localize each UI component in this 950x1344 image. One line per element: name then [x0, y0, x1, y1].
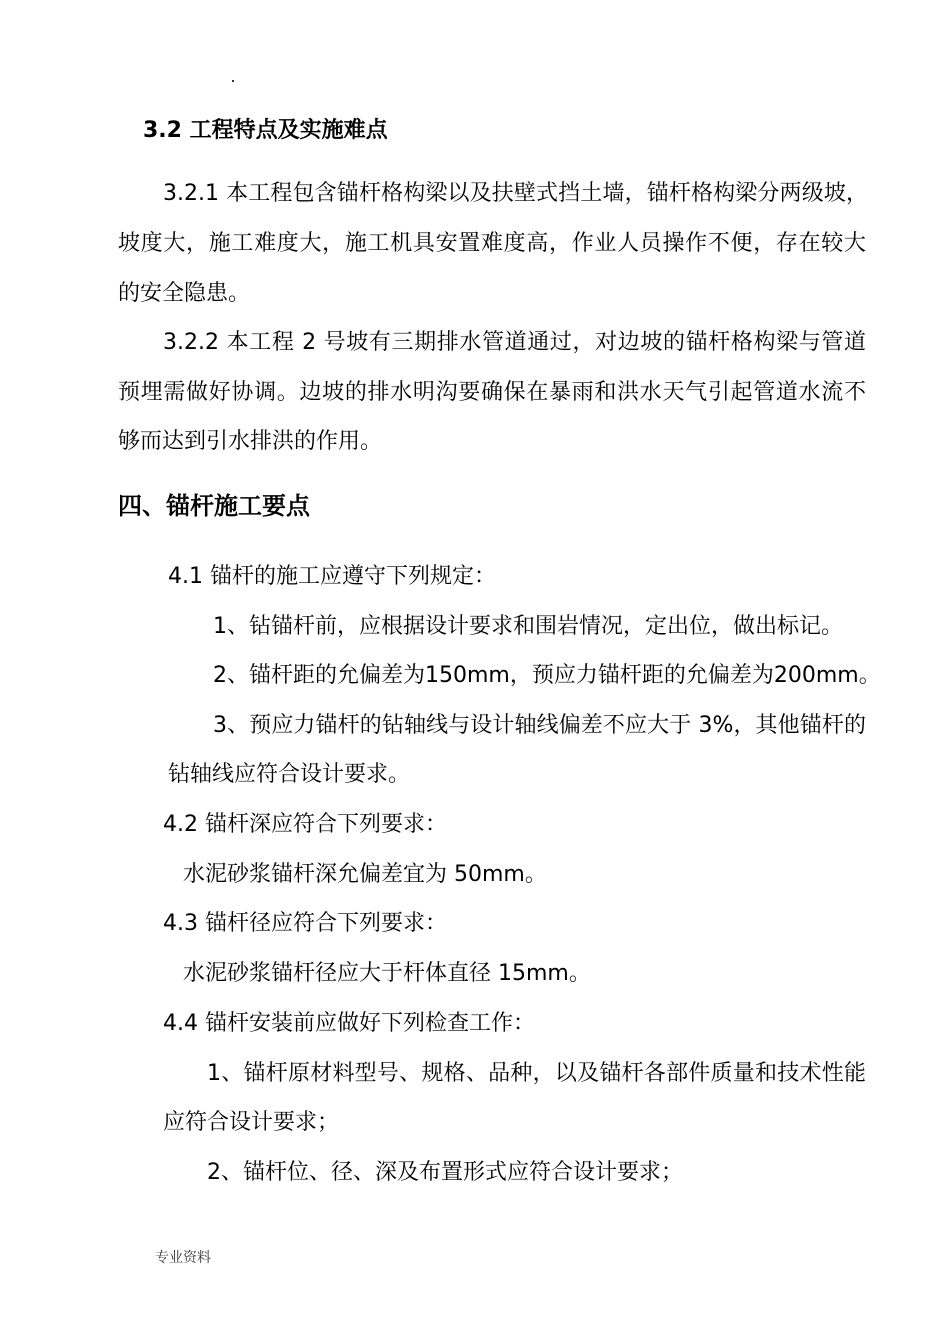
subsection-4-3: 4.3 锚杆径应符合下列要求： [163, 911, 447, 936]
paragraph-3-2-1-line-2: 坡度大，施工难度大，施工机具安置难度高，作业人员操作不便，存在较大 [118, 231, 866, 256]
subsection-4-2: 4.2 锚杆深应符合下列要求： [163, 812, 447, 837]
list-item-4-4-1-line-2: 应符合设计要求； [163, 1110, 340, 1135]
paragraph-3-2-2-line-1: 3.2.2 本工程 2 号坡有三期排水管道通过，对边坡的锚杆格构梁与管道 [163, 330, 866, 355]
section-heading-4: 四、锚杆施工要点 [118, 492, 310, 520]
paragraph-3-2-1-line-1: 3.2.1 本工程包含锚杆格构梁以及扶壁式挡土墙，锚杆格构梁分两级坡， [163, 181, 868, 206]
paragraph-3-2-1-line-3: 的安全隐患。 [118, 281, 251, 306]
footer-label: 专业资料 [155, 1250, 211, 1266]
text-4-2: 水泥砂浆锚杆深允偏差宜为 50mm。 [183, 862, 547, 887]
subsection-4-1: 4.1 锚杆的施工应遵守下列规定： [168, 564, 496, 589]
paragraph-3-2-2-line-2: 预埋需做好协调。边坡的排水明沟要确保在暴雨和洪水天气引起管道水流不 [118, 380, 866, 405]
list-item-4-1-1: 1、钻锚杆前，应根据设计要求和围岩情况，定出位，做出标记。 [213, 614, 843, 639]
stray-dot [232, 80, 234, 82]
paragraph-3-2-2-line-3: 够而达到引水排洪的作用。 [118, 429, 383, 454]
list-item-4-1-3-line-2: 钻轴线应符合设计要求。 [168, 762, 411, 787]
section-heading-3-2: 3.2 工程特点及实施难点 [143, 118, 388, 143]
list-item-4-4-1-line-1: 1、锚杆原材料型号、规格、品种，以及锚杆各部件质量和技术性能 [207, 1061, 866, 1086]
text-4-3: 水泥砂浆锚杆径应大于杆体直径 15mm。 [183, 961, 591, 986]
list-item-4-1-2: 2、锚杆距的允偏差为150mm，预应力锚杆距的允偏差为200mm。 [213, 663, 881, 688]
list-item-4-1-3-line-1: 3、预应力锚杆的钻轴线与设计轴线偏差不应大于 3%，其他锚杆的 [213, 713, 866, 738]
subsection-4-4: 4.4 锚杆安装前应做好下列检查工作： [163, 1011, 535, 1036]
list-item-4-4-2: 2、锚杆位、径、深及布置形式应符合设计要求； [207, 1160, 683, 1185]
